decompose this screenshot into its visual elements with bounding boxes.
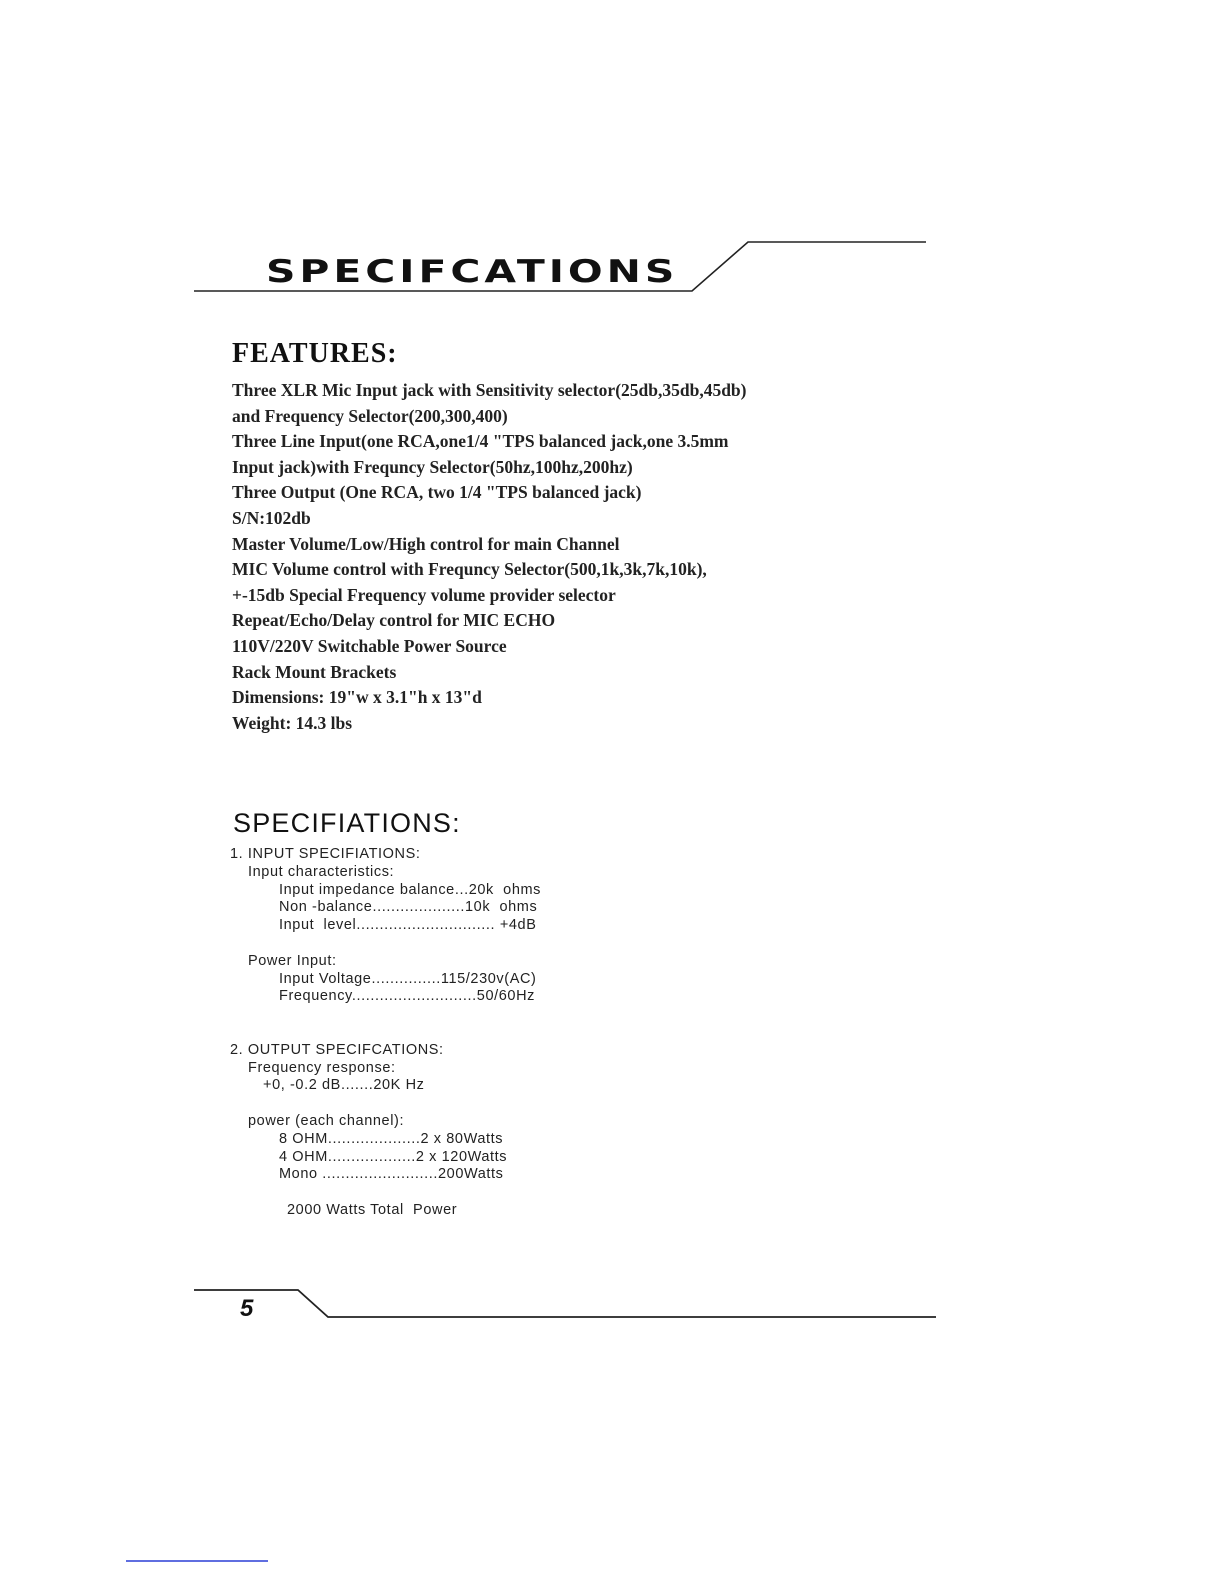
features-heading: FEATURES: (232, 338, 398, 369)
list-item: Repeat/Echo/Delay control for MIC ECHO (232, 610, 556, 631)
list-item: 110V/220V Switchable Power Source (232, 635, 507, 656)
spec-row: Frequency...........................50/60Hz (279, 988, 536, 1005)
list-item: and Frequency Selector(200,300,400) (232, 405, 508, 426)
spec-row: +0, -0.2 dB.......20K Hz (263, 1077, 425, 1094)
spec-row: Input impedance balance...20k ohms (279, 881, 542, 898)
footer-rule (194, 1290, 936, 1317)
total-power: 2000 Watts Total Power (287, 1201, 458, 1218)
list-item: MIC Volume control with Frequncy Selector(500,1k,3k,7k,10k), (232, 559, 707, 580)
spec-row: Mono .........................200Watts (279, 1166, 504, 1183)
spec-row: Non -balance....................10k ohms (279, 899, 538, 916)
page-title: SPECIFCATIONS (266, 254, 679, 290)
power-channel-label: power (each channel): (248, 1112, 405, 1129)
specifications-heading: SPECIFIATIONS: (233, 808, 461, 838)
list-item: Dimensions: 19"w x 3.1"h x 13"d (232, 687, 482, 708)
frequency-response-label: Frequency response: (248, 1059, 396, 1076)
list-item: Input jack)with Frequncy Selector(50hz,100hz,200hz) (232, 456, 633, 477)
list-item: +-15db Special Frequency volume provider selector (232, 584, 616, 605)
output-spec-title: 2. OUTPUT SPECIFCATIONS: (230, 1041, 444, 1058)
spec-row: 4 OHM...................2 x 120Watts (279, 1148, 508, 1165)
list-item: Weight: 14.3 lbs (232, 712, 353, 733)
power-input-label: Power Input: (248, 952, 337, 969)
list-item: Rack Mount Brackets (232, 661, 397, 682)
input-spec-title: 1. INPUT SPECIFIATIONS: (230, 846, 421, 862)
specifications-block (230, 846, 541, 1220)
list-item: S/N:102db (232, 507, 311, 528)
input-characteristics-label: Input characteristics: (248, 863, 395, 880)
list-item: Three Output (One RCA, two 1/4 "TPS balanced jack) (232, 482, 642, 503)
features-list (232, 378, 747, 736)
list-item: Master Volume/Low/High control for main Channel (232, 533, 620, 554)
page-number: 5 (240, 1295, 254, 1322)
spec-row: 8 OHM....................2 x 80Watts (279, 1130, 504, 1147)
list-item: Three Line Input(one RCA,one1/4 "TPS balanced jack,one 3.5mm (232, 431, 729, 452)
list-item: Three XLR Mic Input jack with Sensitivity selector(25db,35db,45db) (232, 380, 747, 400)
spec-row: Input level.............................. +4dB (279, 917, 537, 934)
spec-row: Input Voltage...............115/230v(AC) (279, 970, 537, 987)
